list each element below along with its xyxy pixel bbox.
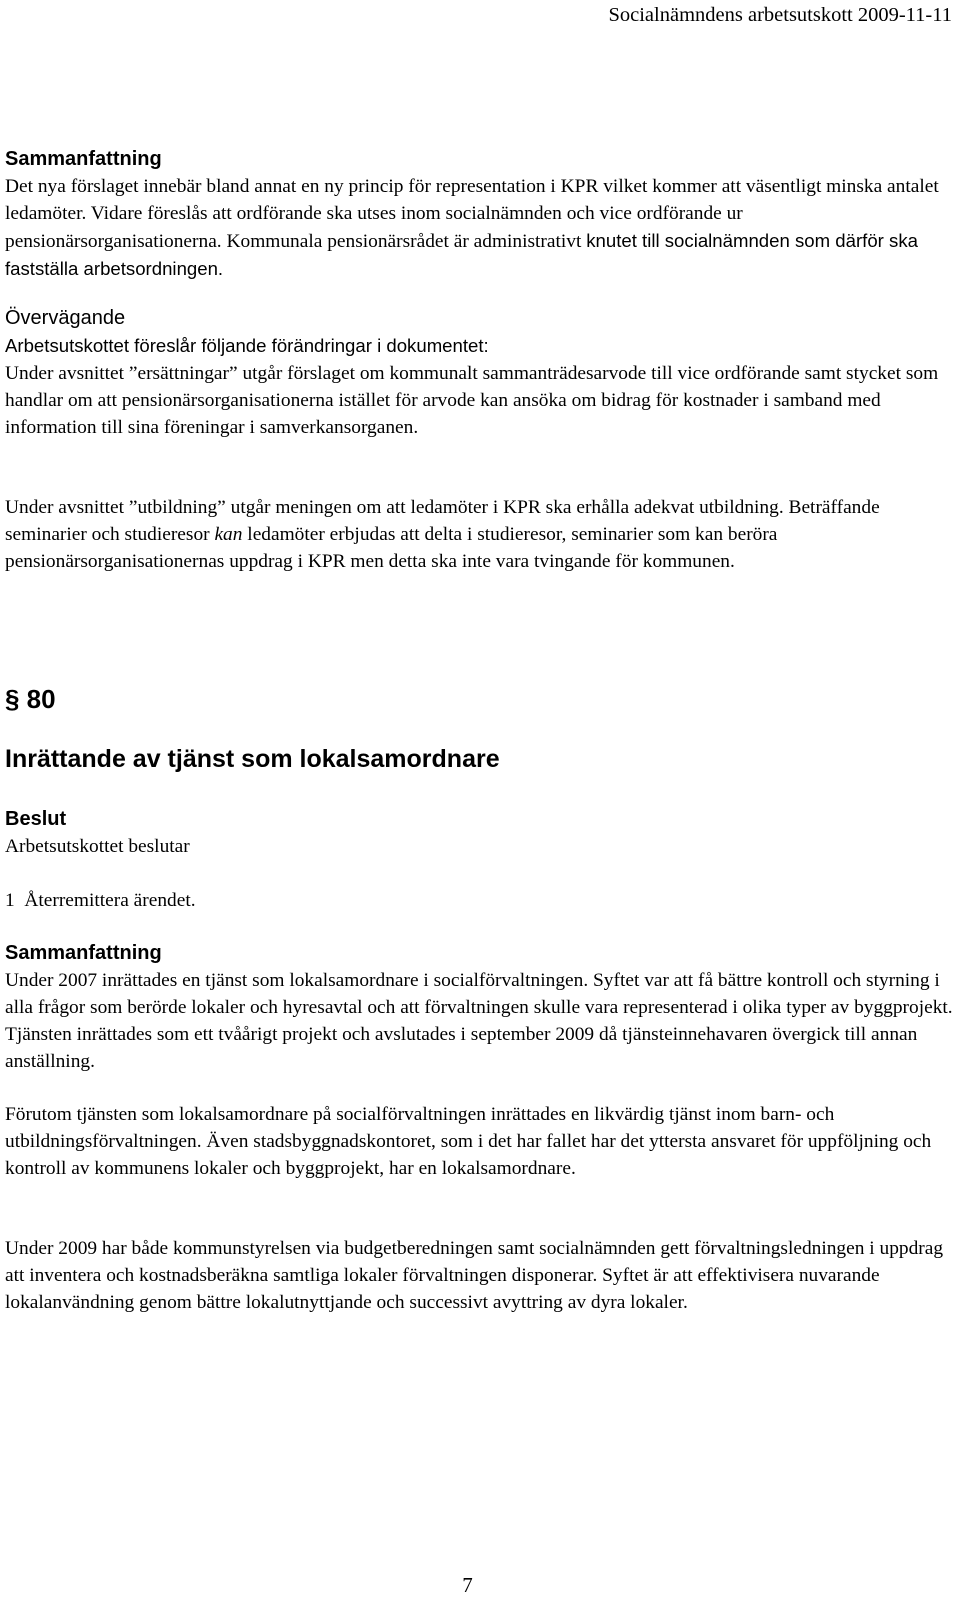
consideration-paragraph-2-block — [5, 494, 955, 575]
section-number: § 80 — [5, 684, 56, 714]
section-80-summary-paragraph-2: Förutom tjänsten som lokalsamordnare på socialförvaltningen inrättades en likvärdig tjänst inom barn- och utbildningsförvaltningen. Även stadsbyggnadskontoret, som i det har fallet har det yttersta ansvaret för uppföljning och kontroll av kommunens lokaler och byggprojekt, har en lokalsamordnare. — [5, 1104, 932, 1179]
section-80-header — [5, 682, 955, 716]
consideration-p2-end: ledamöter erbjudas att delta i studieresor, seminarier som kan beröra pensionärsorganisationernas uppdrag i KPR men detta ska inte vara tvingande för kommunen. — [5, 524, 778, 572]
summary-text: Det nya förslaget innebär bland annat en ny princip för representation i KPR vilket kommer att väsentligt minska antalet ledamöter. Vidare föreslås att ordförande ska utses inom socialnämnden och vice ordförande ur pensionärsorganisationerna. Kommunala pensionärsrådet är administrativt — [5, 176, 939, 252]
summary-paragraph — [5, 173, 955, 283]
consideration-paragraph-2 — [5, 494, 955, 575]
decision-block — [5, 806, 955, 860]
section-title: Inrättande av tjänst som lokalsamordnare — [5, 745, 500, 773]
consideration-block — [5, 305, 955, 441]
section-80-title-block — [5, 742, 955, 776]
consideration-heading: Övervägande — [5, 307, 126, 329]
page-number: 7 — [462, 1573, 473, 1597]
page-header: Socialnämndens arbetsutskott 2009-11-11 — [608, 4, 952, 26]
decision-item: 1 Återremittera ärendet. — [5, 890, 196, 911]
section-80-summary-heading: Sammanfattning — [5, 942, 162, 964]
decision-item-block — [5, 887, 955, 914]
consideration-p2-start: Under avsnittet ”utbildning” utgår meningen om att ledamöter i KPR ska erhålla adekvat utbildning. Beträffande seminarier och studieresor — [5, 497, 880, 545]
decision-intro: Arbetsutskottet beslutar — [5, 836, 190, 857]
summary-heading: Sammanfattning — [5, 148, 162, 170]
consideration-paragraph-1: Under avsnittet ”ersättningar” utgår förslaget om kommunalt sammanträdesarvode till vice ordförande samt stycket som handlar om att pensionärsorganisationerna istället för arvode kan ansöka om bidrag för kostnader i samband med information till sina föreningar i samverkansorganen. — [5, 363, 939, 438]
summary-block — [5, 146, 955, 283]
consideration-p2-emphasis: kan — [214, 524, 243, 545]
section-80-summary-paragraph-3-block — [5, 1235, 955, 1316]
section-80-summary-paragraph-2-block — [5, 1101, 955, 1182]
section-80-summary-paragraph-3: Under 2009 har både kommunstyrelsen via budgetberedningen samt socialnämnden gett förvaltningsledningen i uppdrag att inventera och kostnadsberäkna samtliga lokaler förvaltningen disponerar. Syftet är att effektivisera nuvarande lokalanvändning genom bättre lokalutnyttjande och successivt avyttring av dyra lokaler. — [5, 1238, 944, 1313]
summary-text-sans: knutet till socialnämnden som därför ska fastställa arbetsordningen. — [5, 230, 918, 279]
consideration-intro — [5, 332, 955, 360]
section-80-summary-paragraph-1: Under 2007 inrättades en tjänst som lokalsamordnare i socialförvaltningen. Syftet var att få bättre kontroll och styrning i alla frågor som berörde lokaler och hyresavtal och att förvaltningen skulle vara representerad i olika typer av byggprojekt. Tjänsten inrättades som ett tvåårigt projekt och avslutades i september 2009 då tjänsteinnehavaren övergick till annan anställning. — [5, 970, 953, 1072]
section-80-summary-block — [5, 940, 955, 1075]
consideration-intro-text: Arbetsutskottet föreslår följande förändringar i dokumentet: — [5, 335, 489, 356]
decision-heading: Beslut — [5, 808, 67, 830]
